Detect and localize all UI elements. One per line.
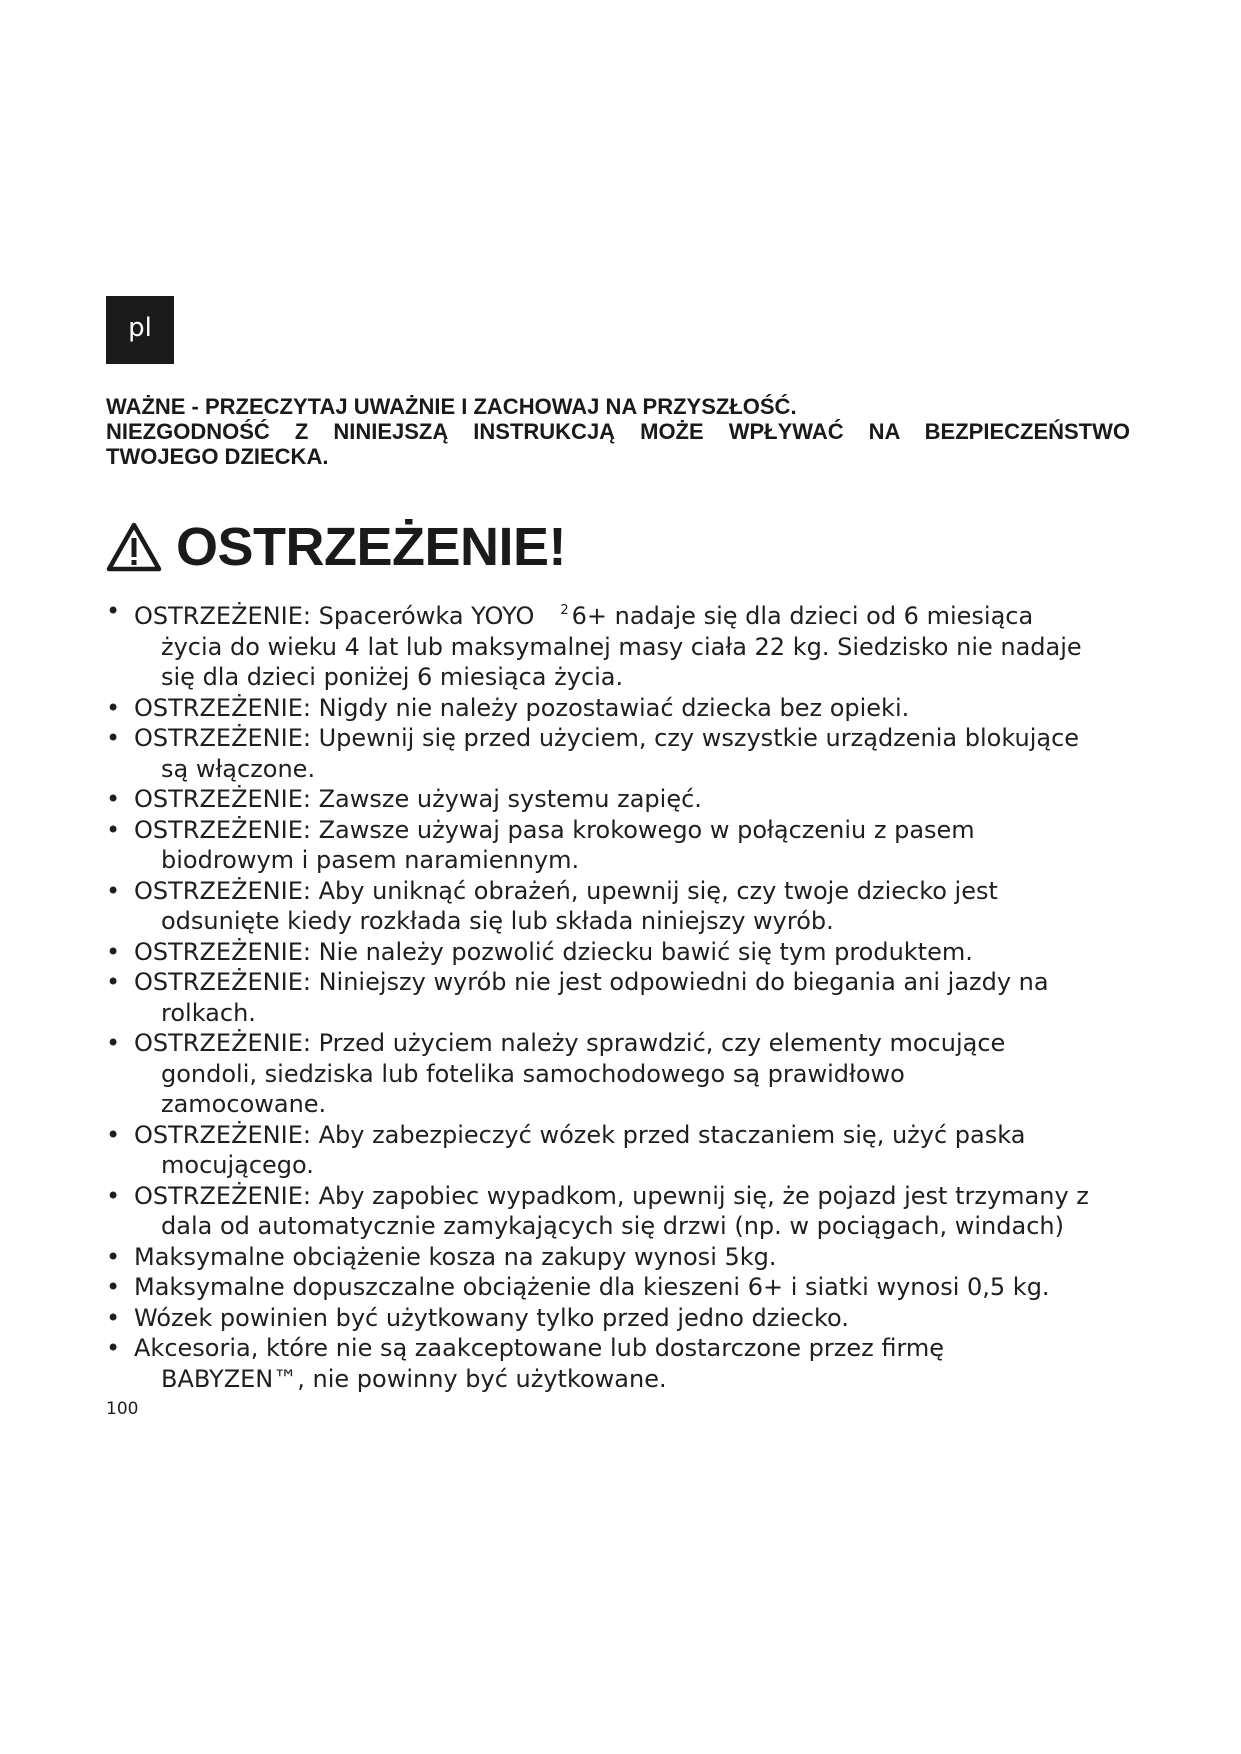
list-item-lead-part: OSTRZEŻENIE: Spacerówka YOYO bbox=[134, 602, 535, 630]
list-item-continuation: mocującego. bbox=[161, 1151, 314, 1179]
important-notice-line-2: NIEZGODNOŚĆ Z NINIEJSZĄ INSTRUKCJĄ MOŻE WPŁYWAĆ NA BEZPIECZEŃSTWO bbox=[106, 419, 1130, 444]
list-item bbox=[104, 876, 1144, 937]
list-item-lead: OSTRZEŻENIE: Aby uniknąć obrażeń, upewnij się, czy twoje dziecko jest bbox=[134, 876, 998, 905]
bullet-icon: • bbox=[106, 968, 121, 996]
list-item bbox=[104, 937, 1144, 968]
list-item bbox=[104, 1120, 1144, 1181]
list-item-lead: Akcesoria, które nie są zaakceptowane lub dostarczone przez firmę bbox=[134, 1334, 945, 1362]
important-notice bbox=[106, 394, 1130, 469]
list-item bbox=[104, 1181, 1144, 1242]
important-notice-line-3: TWOJEGO DZIECKA. bbox=[106, 444, 329, 469]
bullet-icon: • bbox=[106, 1181, 121, 1210]
list-item bbox=[104, 1303, 1144, 1334]
bullet-icon: • bbox=[106, 1120, 121, 1149]
list-item bbox=[104, 784, 1144, 815]
list-item-continuation: odsunięte kiedy rozkłada się lub składa niniejszy wyrób. bbox=[161, 907, 834, 935]
list-item-lead: OSTRZEŻENIE: Nie należy pozwolić dziecku bawić się tym produktem. bbox=[134, 937, 973, 966]
list-item-continuation: gondoli, siedziska lub fotelika samochodowego są prawidłowo bbox=[161, 1059, 905, 1088]
list-item bbox=[104, 967, 1144, 1028]
list-item bbox=[104, 1333, 1144, 1394]
list-item-lead: OSTRZEŻENIE: Aby zabezpieczyć wózek przed staczaniem się, użyć paska bbox=[134, 1120, 1026, 1149]
warning-triangle-icon bbox=[106, 521, 162, 573]
bullet-icon: • bbox=[106, 597, 121, 625]
list-item bbox=[104, 596, 1144, 693]
bullet-icon: • bbox=[106, 937, 121, 966]
bullet-icon: • bbox=[106, 1334, 121, 1362]
superscript-mark: 2 bbox=[560, 603, 569, 618]
list-item-lead: OSTRZEŻENIE: Zawsze używaj pasa krokowego w połączeniu z pasem bbox=[134, 815, 975, 844]
list-item-continuation: zamocowane. bbox=[161, 1090, 327, 1118]
list-item-lead bbox=[134, 596, 1144, 632]
bullet-icon: • bbox=[106, 815, 121, 844]
list-item-continuation: rolkach. bbox=[161, 998, 256, 1027]
list-item bbox=[104, 815, 1144, 876]
list-item bbox=[104, 1028, 1144, 1120]
list-item-lead-part: 6+ nadaje się dla dzieci od 6 miesiąca bbox=[571, 602, 1034, 630]
list-item-lead: OSTRZEŻENIE: Aby zapobiec wypadkom, upewnij się, że pojazd jest trzymany z bbox=[134, 1181, 1089, 1210]
bullet-icon: • bbox=[106, 1029, 121, 1057]
list-item-continuation: życia do wieku 4 lat lub maksymalnej masy ciała 22 kg. Siedzisko nie nadaje bbox=[161, 632, 1082, 661]
bullet-icon: • bbox=[106, 785, 121, 813]
bullet-icon: • bbox=[106, 876, 121, 905]
warning-list bbox=[104, 596, 1144, 1394]
list-item bbox=[104, 723, 1144, 784]
list-item-continuation: BABYZEN™, nie powinny być użytkowane. bbox=[161, 1364, 667, 1393]
bullet-icon: • bbox=[106, 1242, 121, 1271]
warning-heading bbox=[106, 512, 566, 582]
list-item-lead: Maksymalne dopuszczalne obciążenie dla kieszeni 6+ i siatki wynosi 0,5 kg. bbox=[134, 1273, 1050, 1301]
list-item-lead: Maksymalne obciążenie kosza na zakupy wynosi 5kg. bbox=[134, 1242, 777, 1271]
list-item bbox=[104, 1272, 1144, 1303]
list-item-lead: OSTRZEŻENIE: Niniejszy wyrób nie jest odpowiedni do biegania ani jazdy na bbox=[134, 968, 1049, 996]
list-item-continuation: biodrowym i pasem naramiennym. bbox=[161, 846, 580, 874]
list-item bbox=[104, 1242, 1144, 1273]
page-number: 100 bbox=[106, 1399, 139, 1419]
bullet-icon: • bbox=[106, 1303, 121, 1332]
list-item-lead: OSTRZEŻENIE: Upewnij się przed użyciem, czy wszystkie urządzenia blokujące bbox=[134, 724, 1080, 752]
list-item-lead: OSTRZEŻENIE: Przed użyciem należy sprawdzić, czy elementy mocujące bbox=[134, 1029, 1006, 1057]
bullet-icon: • bbox=[106, 1273, 121, 1301]
list-item-continuation: dala od automatycznie zamykających się drzwi (np. w pociągach, windach) bbox=[161, 1212, 1064, 1240]
language-badge: pl bbox=[106, 296, 174, 364]
list-item-continuation: się dla dzieci poniżej 6 miesiąca życia. bbox=[161, 663, 624, 691]
bullet-icon: • bbox=[106, 693, 121, 722]
list-item-lead: OSTRZEŻENIE: Nigdy nie należy pozostawiać dziecka bez opieki. bbox=[134, 693, 910, 722]
list-item bbox=[104, 693, 1144, 724]
list-item-lead: OSTRZEŻENIE: Zawsze używaj systemu zapięć. bbox=[134, 785, 702, 813]
warning-heading-text: OSTRZEŻENIE! bbox=[176, 517, 567, 577]
bullet-icon: • bbox=[106, 724, 121, 752]
important-notice-line-1: WAŻNE - PRZECZYTAJ UWAŻNIE I ZACHOWAJ NA PRZYSZŁOŚĆ. bbox=[106, 394, 797, 419]
list-item-continuation: są włączone. bbox=[161, 754, 316, 783]
list-item-lead: Wózek powinien być użytkowany tylko przed jedno dziecko. bbox=[134, 1303, 849, 1332]
